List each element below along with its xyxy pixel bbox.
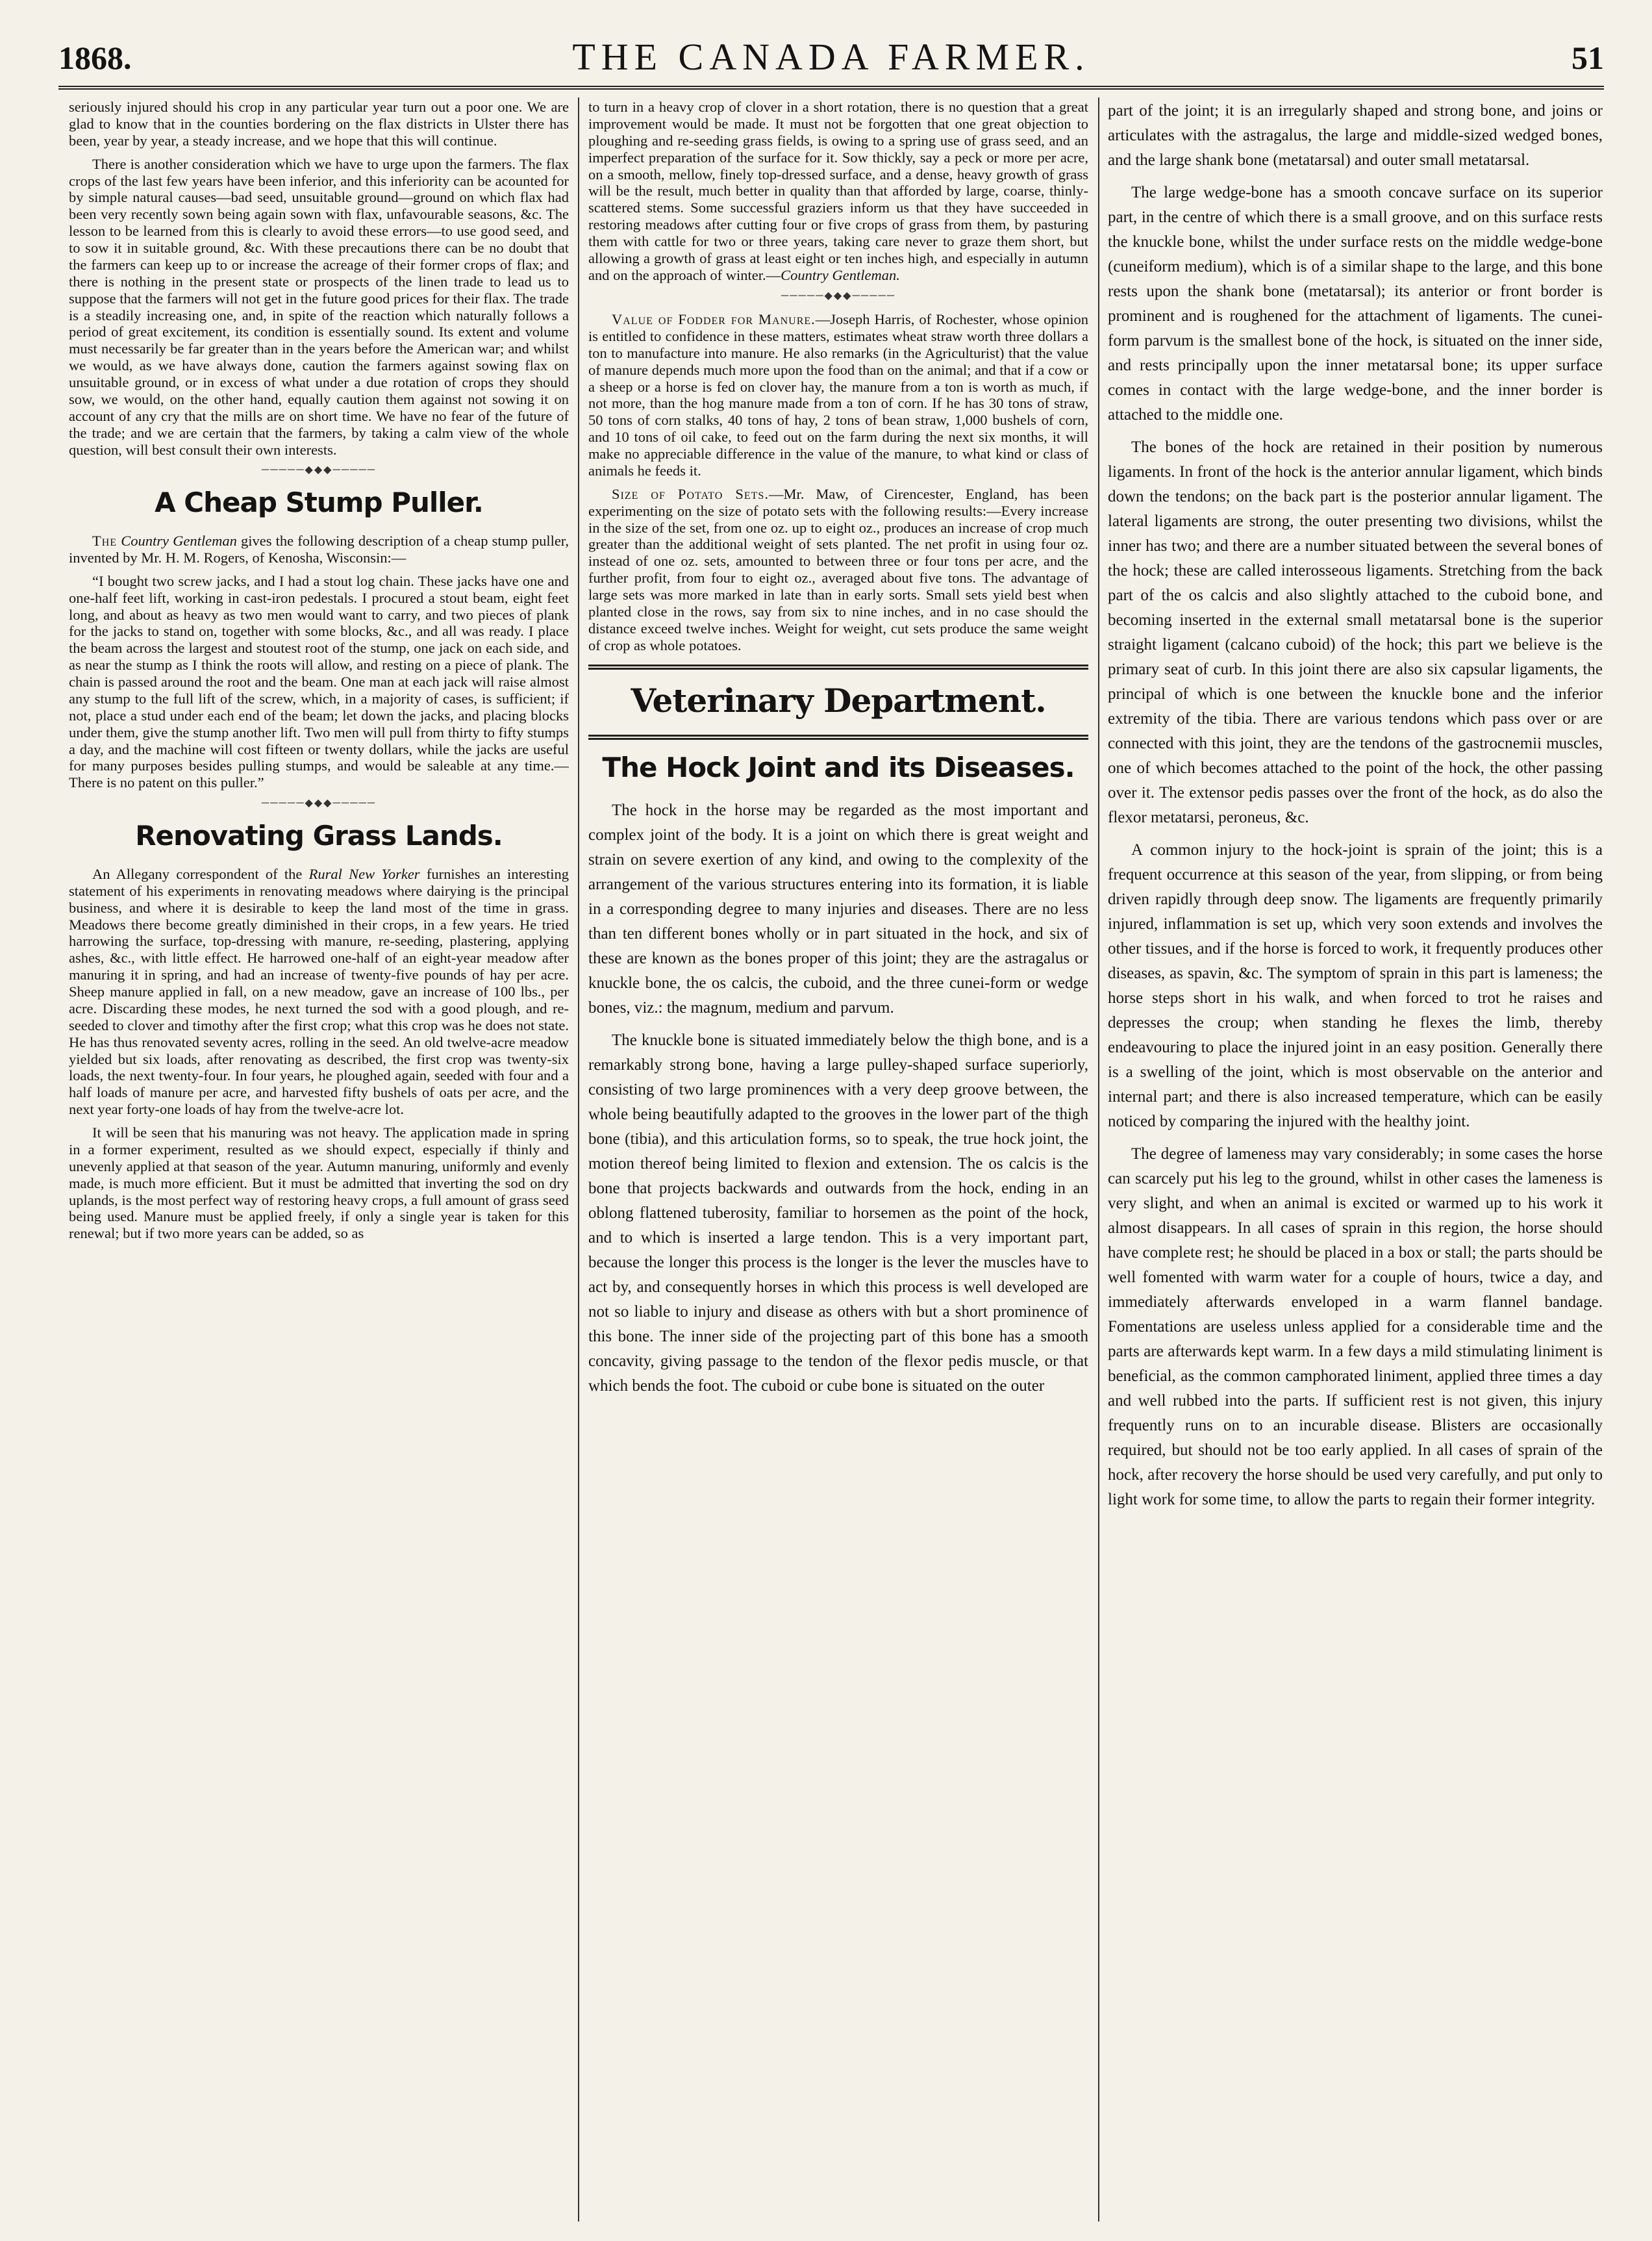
grass-article-continued — [588, 99, 1088, 284]
flax-article-paragraph: There is another consideration which we have to urge upon the farmers. The flax crops of the last few years have been inferior, and this inferiority can be acounted for by simple natural causes—bad seed, unsuitable ground—ground on which flax had been very recently sown being again sown with flax, unfavourable seasons, &c. The lesson to be learned from this is clearly to avoid these errors—to use good seed, and to sow it in suitable ground, &c. With these precautions there can be no doubt that the farmers can keep up to or increase the acreage of their former crops of flax; and there is nothing in the present state or prospects of the linen trade to lead us to suppose that the farmers will not get in the future good prices for their flax. The trade is a steadily increasing one, and, in spite of the reaction which naturally follows a period of great excitement, its condition is essentially sound. Its extent and volume must necessarily be far greater than in the years before the American war; and whilst we would, as we have always done, caution the farmers against sowing flax on unsuitable ground, or in excess of what under a due rotation of crops they should sow, we would, on the other hand, equally caution them against not sowing it on account of any cry that the mills are on short time. We have no fear of the future of the trade; and we are certain that the farmers, by taking a calm view of the whole question, will best consult their own interests. — [69, 155, 569, 458]
grass-source: Rural New Yorker — [308, 865, 420, 882]
department-rule — [588, 665, 1088, 670]
hock-paragraph-2: The knuckle bone is situated immediately below the thigh bone, and is a remarkably strong bone, having a large pulley-shaped surface superiorly, consisting of two large prominences with a very deep groove between, the whole being beautifully adapted to the grooves in the lower part of the thigh bone (tibia), and this articulation forms, so to speak, the true hock joint, the motion thereof being limited to flexion and extension. The os calcis is the bone that projects backwards and outwards from the hock, ending in an oblong flattened tuberosity, familiar to horsemen as the point of the hock, and to which is inserted a large tendon. This is a very important part, because the longer this process is the longer is the lever the muscles have to act by, and consequently horses in which this process is well developed are not so liable to injury and disease as others with but a short prominence of this bone. The inner side of the projecting part of this bone has a smooth concavity, giving passage to the tendon of the flexor pedis muscle, or that which bends the foot. The cuboid or cube bone is situated on the outer — [588, 1031, 1088, 1395]
masthead-rule — [58, 86, 1604, 90]
hock-article-continued: part of the joint; it is an irregularly shaped and strong bone, and joins or articulates with the astragalus, the large and middle-sized wedged bones, and the large shank bone (metatarsal) and outer small metatarsal. — [1108, 102, 1603, 169]
grass-paragraph-2: It will be seen that his manuring was not heavy. The application made in spring in a former experiment, resulted as we should expect, especially if thinly and unevenly applied at that season of the year. Autumn manuring, uniformly and evenly made, is much more efficient. But it must be admitted that inverting the sod on dry uplands, is the most perfect way of restoring heavy crops, a full amount of grass seed being used. Manure must be applied freely, if only a single year is taken for this renewal; but if two more years can be added, so as — [69, 1124, 569, 1242]
potato-title: Size of Potato Sets. — [612, 485, 769, 502]
stump-intro-lead: The — [92, 533, 118, 550]
headline-grass-lands: Renovating Grass Lands. — [135, 819, 503, 852]
veterinary-department-heading: Veterinary Department. — [631, 681, 1046, 720]
grass-lead: An Allegany correspondent of the — [92, 865, 303, 882]
column-divider — [578, 97, 579, 2222]
fodder-paragraph — [588, 311, 1088, 479]
masthead — [58, 34, 1604, 84]
fodder-text: —Joseph Harris, of Rochester, whose opinion is entitled to confidence in these matters, estimates wheat straw worth three dollars a ton to manufacture into manure. He also remarks (in the Agriculturist) that the value of manure depends much more upon the food than on the animal; and that if a cow or a sheep or a horse is fed on clover hay, the manure from a ton is worth as much, if not more, than the hog manure made from a ton of corn. If he has 30 tons of straw, 50 tons of corn stalks, 40 tons of hay, 2 tons of bean straw, 1,000 bushels of corn, and 10 tons of oil cake, to feed out on the farm during the next six months, it will make no appreciable difference in the value of the manure, to what kind or class of animals he feeds it. — [588, 311, 1088, 479]
headline-stump-puller: A Cheap Stump Puller. — [155, 486, 483, 518]
hock-paragraph-3: The large wedge-bone has a smooth concave surface on its superior part, in the centre of which there is a small groove, and on this surface rests the knuckle bone, whilst the under surface rests on the middle wedge-bone (cuneiform medium), which is of a similar shape to the large, and this bone rests upon the shank bone (metatarsal); its anterior or front border is prominent and is roughened for the attachment of ligaments. The cunei-form parvum is the smallest bone of the hock, is situated on the inner side, and rests principally upon the inner metatarsal bone; its upper surface comes in contact with the large wedge-bone, and the inner border is attached to the middle one. — [1108, 184, 1603, 424]
masthead-year: 1868. — [58, 40, 132, 76]
potato-text: —Mr. Maw, of Cirencester, England, has been experimenting on the size of potato sets with the following results:—Every increase in the size of the set, from one oz. up to eight oz., produces an increase of crop much greater than the additional weight of sets planted. The net profit in using four oz. instead of one oz. sets, amounted to between three or four tons per acre, and the further profit, from four to eight oz., averaged about five tons. The advantage of large sets was more marked in late than in early sorts. Small sets yield best when planted close in the rows, say from six to nine inches, and in no case should the distance exceed twelve inches. Weight for weight, cut sets produce the same weight of crop as whole potatoes. — [588, 485, 1088, 653]
grass-continued-source: Country Gentleman. — [781, 266, 900, 283]
grass-paragraph — [69, 866, 569, 1118]
fodder-title: Value of Fodder for Manure. — [612, 311, 816, 328]
flax-article-continued: seriously injured should his crop in any particular year turn out a poor one. We are glad to know that in the counties bordering on the flax districts in Ulster there has been, year by year, a steady increase, and we hope that this will continue. — [69, 99, 569, 149]
hock-paragraph-1: The hock in the horse may be regarded as the most important and complex joint of the body. It is a joint on which there is great weight and strain on severe exertion of any kind, and owing to the complexity of the arrangement of the various structures entering into its formation, it is liable in a corresponding degree to many injuries and diseases. There are no less than ten different bones wholly or in part situated in the hock, and six of these are known as the bones proper of this joint; they are the astragalus or knuckle bone, the os calcis, the cuboid, and the three cunei-form or wedge bones, viz.: the magnum, medium and parvum. — [588, 801, 1088, 1017]
grass-continued-text: to turn in a heavy crop of clover in a short rotation, there is no question that a great improvement would be made. It must not be forgotten that one great objection to ploughing and re-seeding grass fields, is owing to a spring use of grass seed, and an imperfect preparation of the surface for it. Sow thickly, say a peck or more per acre, on a smooth, mellow, finely top-dressed surface, and a dense, heavy growth of grass will be the result, much better in quality than that afforded by large, coarse, thinly-scattered stems. Some successful graziers inform us that they have succeeded in restoring meadows after cutting four or five crops of grass from them, by pasturing them with cattle for two or three years, taking care never to graze them short, but allowing a growth of grass at least eight or ten inches high, and especially in autumn and on the approach of winter.— — [588, 99, 1088, 283]
masthead-title: THE CANADA FARMER. — [572, 36, 1090, 78]
column-3 — [1108, 99, 1603, 2216]
section-ornament: ─────◆◆◆───── — [261, 464, 377, 476]
hock-paragraph-4: The bones of the hock are retained in their position by numerous ligaments. In front of the hock is the anterior annular ligament, which binds down the tendons; on the back part is the posterior annular ligament. The lateral ligaments are strong, the outer presenting two divisions, whilst the inner has two; and there are a number situated between the several bones of the hock; these are called interosseous ligaments. Stretching from the back part of the os calcis and also slightly attached to the cuboid bone, and becoming inserted in the external small metatarsal bone is the superior straight ligament (calcano cuboid) of the hock; this part we believe is the primary seat of curb. In this joint there are also six capsular ligaments, the principal of which is one between the knuckle bone and the inferior extremity of the tibia. There are various tendons which pass over or are connected with this joint, they are the tendons of the gastrocnemii muscles, one of which becomes attached to the point of the hock, the other passing over it. The extensor pedis passes over the front of the hock, as do also the flexor metatarsi, peroneus, &c. — [1108, 438, 1603, 826]
stump-intro-rest: gives the following description of a cheap stump puller, invented by Mr. H. M. Rogers, of Kenosha, Wisconsin:— — [69, 533, 569, 566]
potato-paragraph — [588, 486, 1088, 654]
column-1 — [69, 99, 569, 2216]
page-number: 51 — [1571, 40, 1604, 76]
hock-paragraph-6: The degree of lameness may vary considerably; in some cases the horse can scarcely put his leg to the ground, whilst in other cases the lameness is very slight, and when an animal is excited or warmed up to his work it almost disappears. In all cases of sprain in this region, the horse should have complete rest; he should be placed in a box or stall; the parts should be well fomented with warm water for a couple of hours, twice a day, and immediately afterwards enveloped in a warm flannel bandage. Fomentations are useless unless applied for a considerable time and the parts are afterwards kept warm. In a few days a mild stimulating liniment is beneficial, as the common camphorated liniment, applied three times a day and well rubbed into the parts. If sufficient rest is not given, this injury frequently runs on to an incurable disease. Blisters are occasionally required, but should not be too early applied. In all cases of sprain of the hock, after recovery the horse should be used very carefully, and put only to light work for some time, to allow the parts to regain their former integrity. — [1108, 1145, 1603, 1508]
column-2 — [588, 99, 1088, 2216]
hock-paragraph-5: A common injury to the hock-joint is sprain of the joint; this is a frequent occurrence at this season of the year, from slipping, or from being driven rapidly through deep snow. The ligaments are frequently primarily injured, inflammation is set up, which very soon extends and involves the other tissues, and if the horse is forced to work, it frequently produces other diseases, as spavin, &c. The symptom of sprain in this part is lameness; the horse steps short in his walk, and when forced to trot he raises and depresses the croup; when standing he flexes the limb, thereby endeavouring to place the injured joint in an easy position. Generally there is a swelling of the joint, which is most observable on the anterior and internal part; and there is also increased temperature, which can be easily noticed by comparing the injured with the healthy joint. — [1108, 841, 1603, 1130]
department-rule — [588, 735, 1088, 740]
grass-rest: furnishes an interesting statement of his experiments in renovating meadows where dairying is the principal business, and where it is desirable to keep the land most of the time in grass. Meadows there become greatly diminished in their crops, in a few years. He tried harrowing the surface, top-dressing with manure, re-seeding, plastering, applying ashes, &c., with little effect. He harrowed one-half of an eight-year meadow after manuring it in spring, and had an increase of twenty-five pounds of hay per acre. Sheep manure applied in fall, on a new meadow, gave an increase of 100 lbs., per acre. Discarding these modes, he next turned the sod with a good plough, and re-seeded to clover and timothy after the first crop; what this crop was he does not state. He has thus renovated seventy acres, rolling in the seed. An old twelve-acre meadow yielded but six loads, after renovating as described, the first crop was twenty-six loads, the next twenty-four. In four years, he ploughed again, seeded with four and a half loads of manure per acre, and harvested fifty bushels of oats per acre, and the next year forty-one loads of hay from the twelve-acre lot. — [69, 865, 569, 1118]
section-ornament: ─────◆◆◆───── — [781, 290, 896, 301]
stump-quote: “I bought two screw jacks, and I had a stout log chain. These jacks have one and one-half feet lift, working in cast-iron pedestals. I procured a stout beam, eight feet long, and about as heavy as two men would want to carry, and two pieces of plank for the jacks to stand on, together with some blocks, &c., and all was ready. I place the beam across the largest and stoutest root of the stump, one jack on each side, and as near the stump as I think the roots will allow, and resting on a piece of plank. The chain is passed around the root and the beam. One man at each jack will raise almost any stump to the full lift of the screw, which, in a majority of cases, is sufficient; if not, place a stud under each end of the beam; let down the jacks, and placing blocks under them, give the stump another lift. Two men will pull from thirty to fifty stumps a day, and the machine will cost fifteen or twenty dollars, while the jacks are useful for many purposes besides pulling stumps, and would be saleable at any time.—There is no patent on this puller.” — [69, 572, 569, 791]
stump-intro — [69, 533, 569, 566]
column-divider — [1098, 97, 1099, 2222]
stump-intro-source: Country Gentleman — [121, 533, 237, 550]
section-ornament: ─────◆◆◆───── — [261, 798, 377, 809]
headline-hock-joint: The Hock Joint and its Diseases. — [602, 751, 1075, 783]
